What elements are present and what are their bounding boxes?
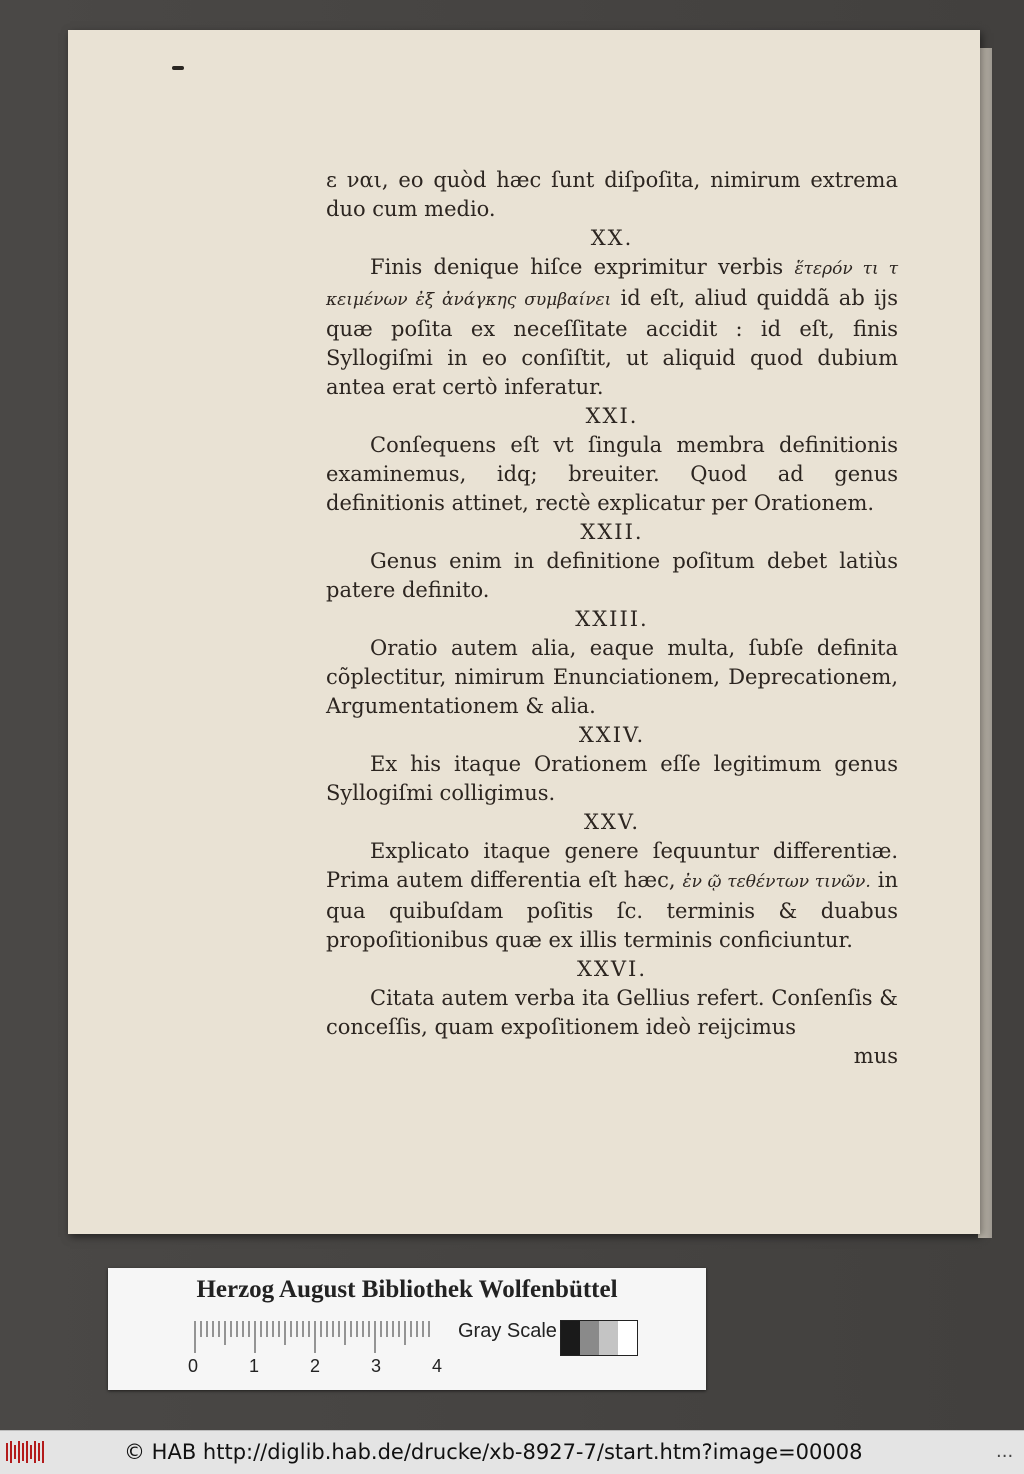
catchword: mus	[853, 1044, 898, 1068]
ruler-number: 3	[371, 1356, 382, 1376]
paragraph-xxiv: Ex his itaque Orationem eſſe legitimum genus Syllogiſmi colligimus.	[326, 752, 898, 805]
section-number-xx: XX.	[590, 226, 634, 250]
gray-patch	[561, 1321, 580, 1355]
section-number-xxii: XXII.	[580, 520, 644, 544]
section-number-xxiv: XXIV.	[578, 723, 646, 747]
ruler-number: 4	[432, 1356, 443, 1376]
library-name: Herzog August Bibliothek Wolfenbüttel	[196, 1276, 618, 1303]
ruler-number: 2	[310, 1356, 321, 1376]
paragraph-xxi: Conſequens eſt vt ſingula membra definitionis examinemus, idq; breuiter. Quod ad genus definitionis attinet, rectè explicatur per Orationem.	[326, 433, 898, 515]
ink-mark	[172, 66, 184, 70]
gray-patch	[618, 1321, 637, 1355]
gray-scale-label: Gray Scale	[458, 1320, 557, 1342]
ruler-number: 1	[249, 1356, 260, 1376]
gray-scale-patches	[560, 1320, 638, 1356]
greek-phrase: ἐν ῷ τεθέντων τινῶν.	[682, 872, 871, 892]
hab-logo-icon	[6, 1439, 46, 1465]
text-line-opening: ε ναι, eo quòd hæc ſunt diſpoſita, nimirum extrema duo cum medio.	[326, 168, 898, 221]
page-text	[326, 166, 898, 1071]
paragraph-xxv: Explicato itaque genere ſequuntur differentiæ. Prima autem differentia eſt hæc, ἐν ῷ τεθέντων τινῶν. in qua quibuſdam poſitis ſc. terminis & duabus propoſitionibus quæ ex illis terminis conficiuntur.	[326, 839, 899, 952]
scale-ruler	[194, 1321, 434, 1353]
paragraph-xxii: Genus enim in definitione poſitum debet latiùs patere definito.	[326, 549, 898, 602]
section-number-xxvi: XXVI.	[576, 957, 648, 981]
ruler-number: 0	[188, 1356, 199, 1376]
more-icon[interactable]: ...	[996, 1441, 1014, 1462]
section-number-xxv: XXV.	[583, 810, 641, 834]
next-page-edge	[978, 48, 992, 1238]
viewer-footer	[0, 1430, 1024, 1474]
section-number-xxiii: XXIII.	[575, 607, 649, 631]
copyright-url[interactable]: © HAB http://diglib.hab.de/drucke/xb-8927-7/start.htm?image=00008	[124, 1440, 863, 1464]
section-number-xxi: XXI.	[585, 404, 639, 428]
color-calibration-label	[108, 1268, 706, 1390]
paragraph-xxvi: Citata autem verba ita Gellius refert. Conſenſis & conceſſis, quam expoſitionem ideò reijcimus	[326, 986, 898, 1039]
gray-patch	[580, 1321, 599, 1355]
greek-phrase: ἕτερόν τι τ κειμένων ἐξ ἀνάγκης συμβαίνει	[326, 259, 898, 310]
paragraph-xx: Finis denique hiſce exprimitur verbis ἕτερόν τι τ κειμένων ἐξ ἀνάγκης συμβαίνει id eſt, aliud quiddã ab ijs quæ poſita ex neceſſitate accidit : id eſt, finis Syllogiſmi in eo conſiſtit, ut aliquid quod dubium antea erat certò inferatur.	[326, 255, 898, 399]
paragraph-xxiii: Oratio autem alia, eaque multa, ſubſe definita cõplectitur, nimirum Enunciationem, Deprecationem, Argumentationem & alia.	[326, 636, 898, 718]
gray-patch	[599, 1321, 618, 1355]
